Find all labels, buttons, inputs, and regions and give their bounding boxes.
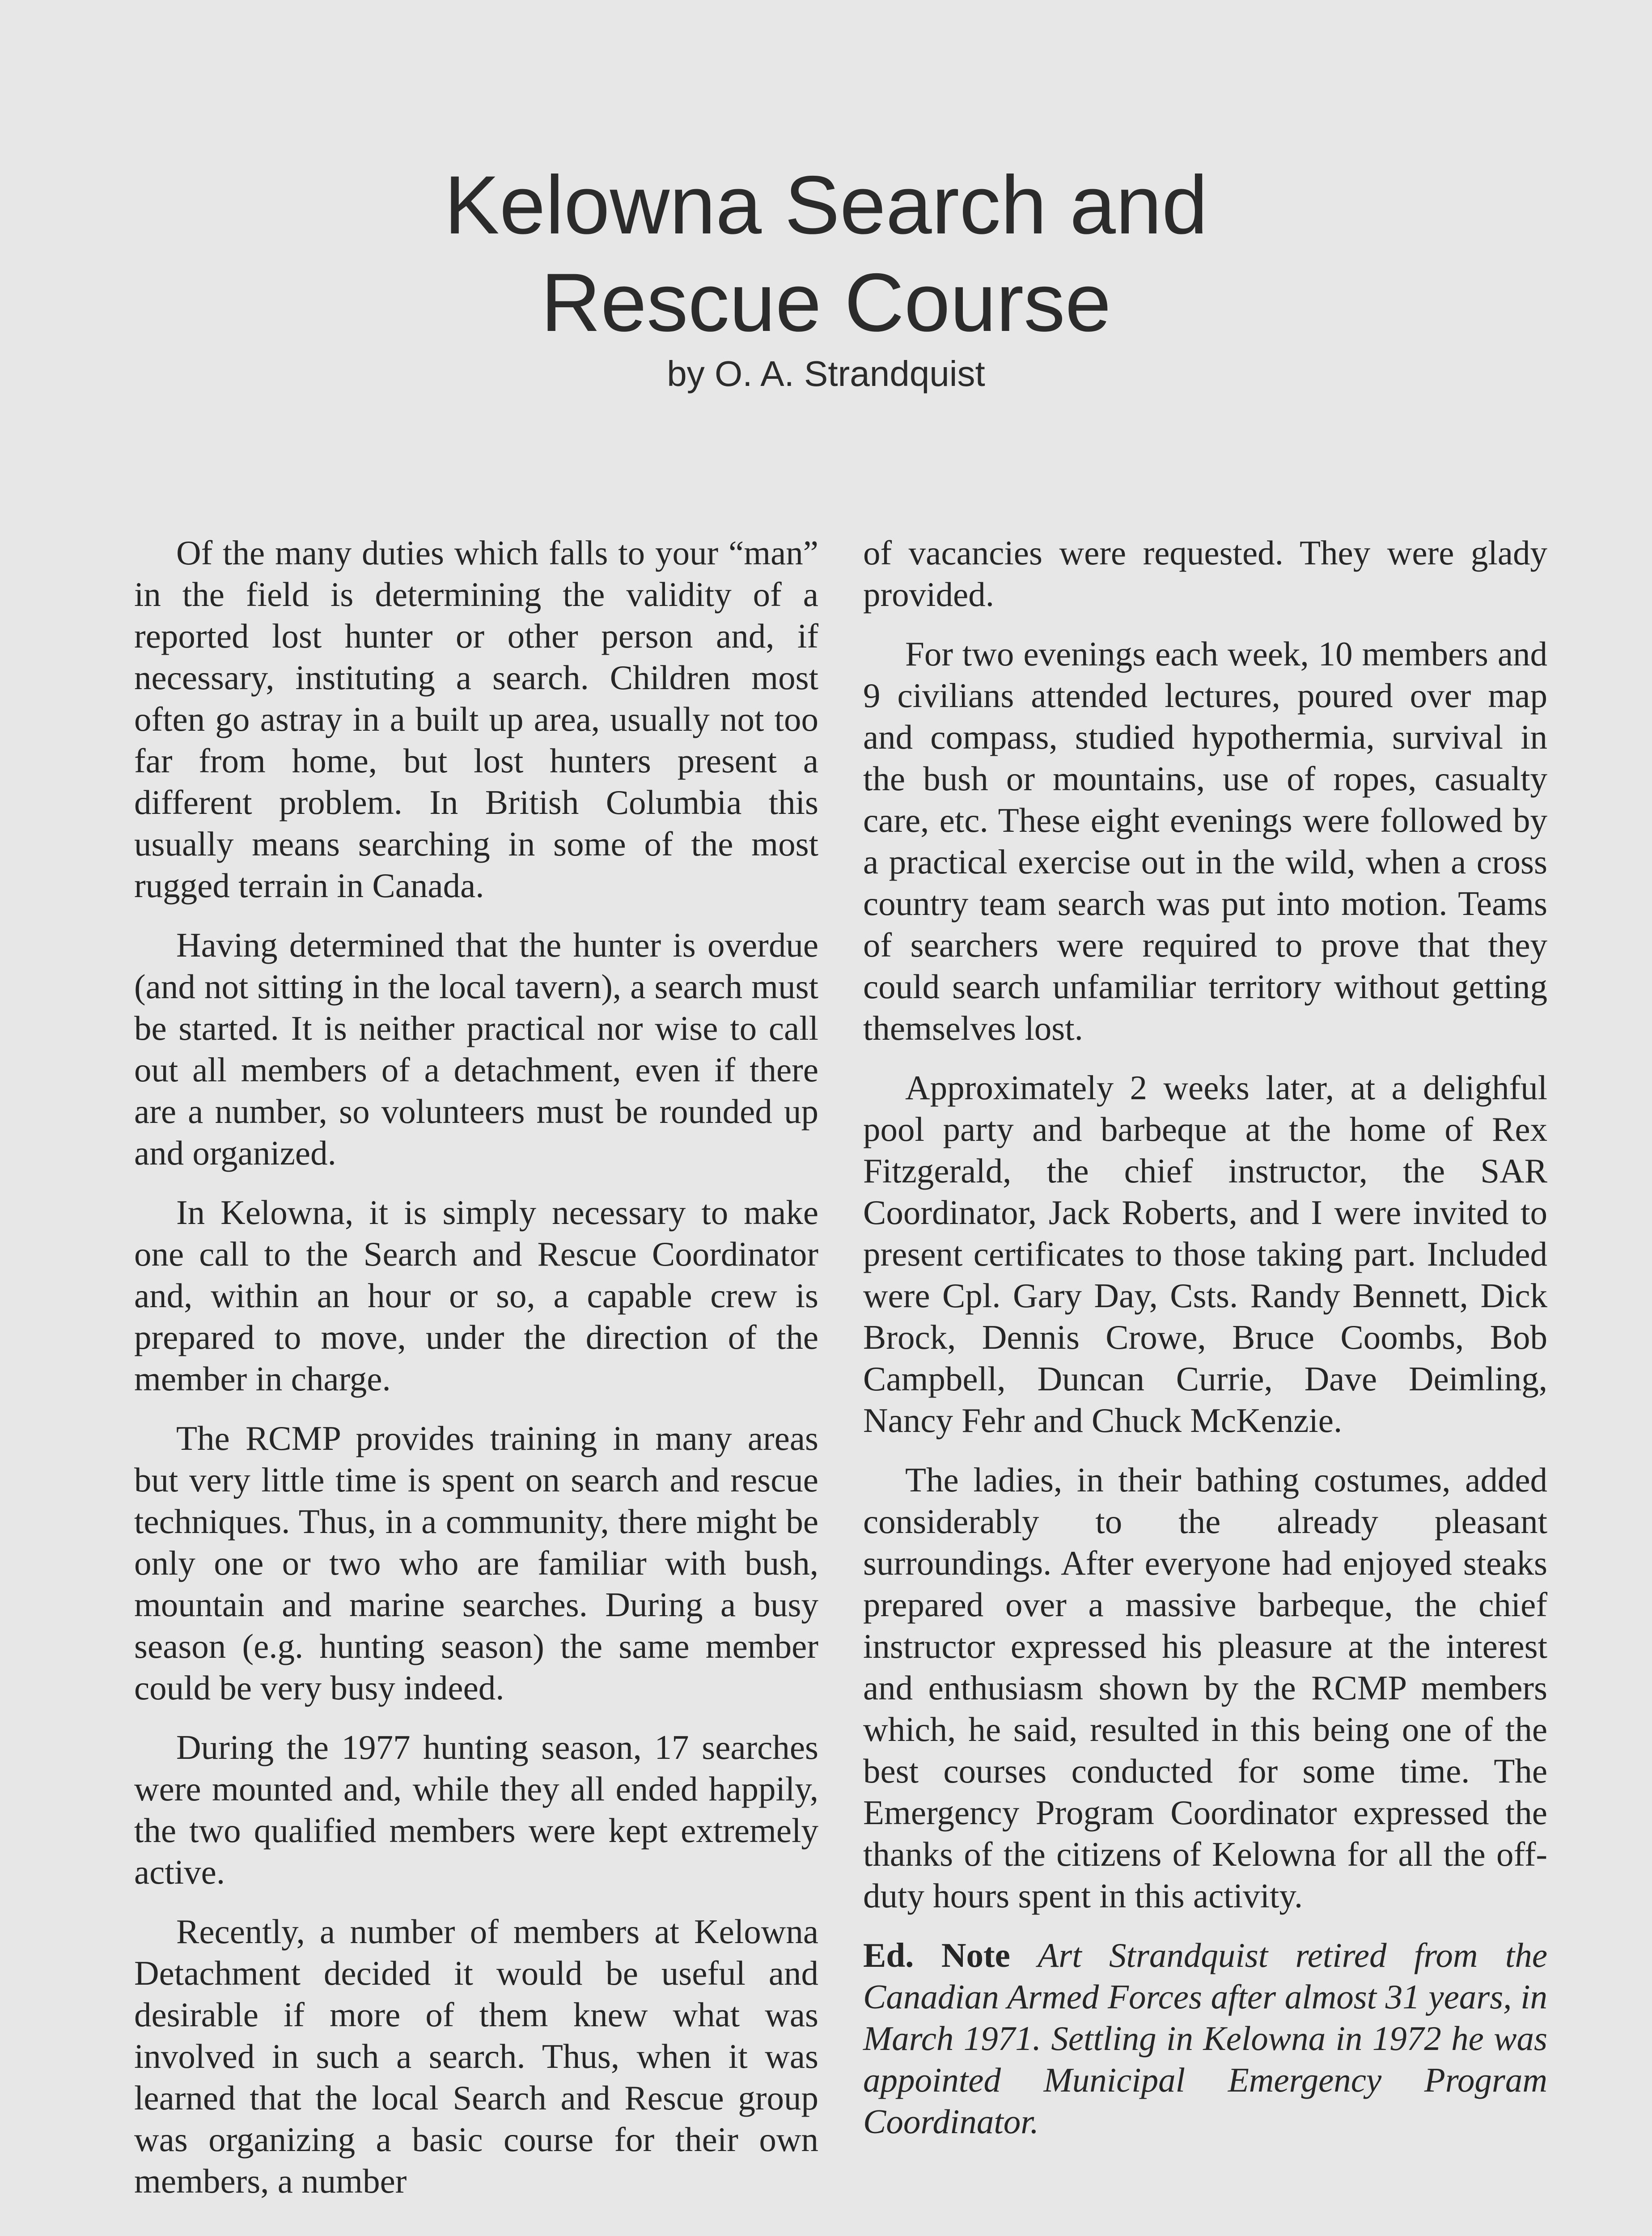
paragraph: For two evenings each week, 10 members and 9 civilians attended lectures, poured over map and compass, studied hypothermia, survival in the bush or mountains, use of ropes, casualty care, etc. These eight evenings were followed by a practical exercise out in the wild, when a cross country team search was put into motion. Teams of searchers were required to prove that they could search unfamiliar territory without getting themselves lost. [863,635,1547,1047]
article-title-line-2: Rescue Course [541,257,1111,349]
article-title [0,157,1652,351]
editor-note-label: Ed. Note [863,1936,1010,1974]
paragraph: The RCMP provides training in many areas but very little time is spent on search and rescue techniques. Thus, in a community, there might be only one or two who are familiar with bush, mountain and marine searches. During a busy season (e.g. hunting season) the same member could be very busy indeed. [134,1419,818,1707]
editor-note-text: Art Strandquist retired from the Canadian Armed Forces after almost 31 years, in March 1971. Settling in Kelowna in 1972 he was appointed Municipal Emergency Program Coordinator. [863,1936,1547,2141]
paragraph-continuation: of vacancies were requested. They were glady provided. [863,534,1547,614]
paragraph: Recently, a number of members at Kelowna Detachment decided it would be useful and desirable if more of them knew what was involved in such a search. Thus, when it was learned that the local Search and Rescue group was organizing a basic course for their own members, a number [134,1912,818,2200]
paragraph: Of the many duties which falls to your “man” in the field is determining the validity of a reported lost hunter or other person and, if necessary, instituting a search. Children most often go astray in a built up area, usually not too far from home, but lost hunters present a different problem. In British Columbia this usually means searching in some of the most rugged terrain in Canada. [134,534,818,905]
paragraph: Having determined that the hunter is overdue (and not sitting in the local tavern), a search must be started. It is neither practical nor wise to call out all members of a detachment, even if there are a number, so volunteers must be rounded up and organized. [134,926,818,1172]
right-column [863,532,1547,2160]
paragraph: The ladies, in their bathing costumes, added considerably to the already pleasant surroundings. After everyone had enjoyed steaks prepared over a massive barbeque, the chief instructor expressed his pleasure at the interest and enthusiasm shown by the RCMP members which, he said, resulted in this being one of the best courses conducted for some time. The Emergency Program Coordinator expressed the thanks of the citizens of Kelowna for all the off-duty hours spent in this activity. [863,1461,1547,1915]
article-byline: by O. A. Strandquist [667,354,985,394]
editor-note [863,1935,1547,2143]
paragraph: During the 1977 hunting season, 17 searches were mounted and, while they all ended happily, the two qualified members were kept extremely active. [134,1728,818,1891]
paragraph: Approximately 2 weeks later, at a delighful pool party and barbeque at the home of Rex Fitzgerald, the chief instructor, the SAR Coordinator, Jack Roberts, and I were invited to present certificates to those taking part. Included were Cpl. Gary Day, Csts. Randy Bennett, Dick Brock, Dennis Crowe, Bruce Coombs, Bob Campbell, Duncan Currie, Dave Deimling, Nancy Fehr and Chuck McKenzie. [863,1068,1547,1440]
left-column [134,532,818,2220]
article-title-line-1: Kelowna Search and [444,159,1208,251]
paragraph: In Kelowna, it is simply necessary to make one call to the Search and Rescue Coordinator and, within an hour or so, a capable crew is prepared to move, under the direction of the member in charge. [134,1193,818,1398]
